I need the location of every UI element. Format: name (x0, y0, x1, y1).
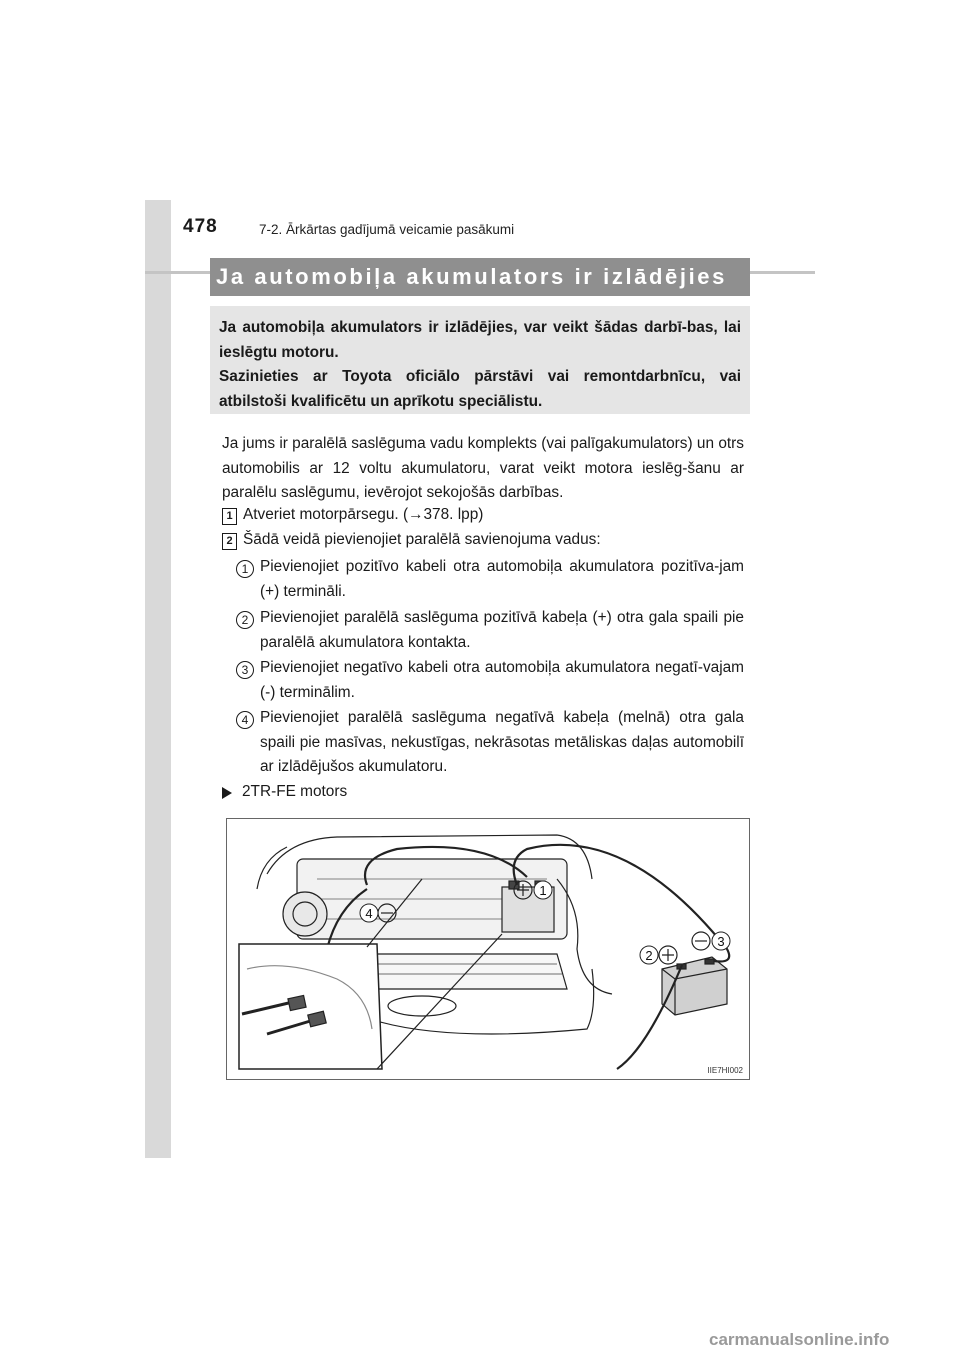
triangle-bullet-icon (222, 787, 232, 799)
substep-number-4: 4 (236, 711, 254, 729)
section-title: 7-2. Ārkārtas gadījumā veicamie pasākumi (259, 222, 515, 237)
watermark: carmanualsonline.info (709, 1330, 890, 1349)
figure-code: IIE7HI002 (707, 1066, 743, 1075)
substep-text-4: Pievienojiet paralēlā saslēguma negatīvā kabeļa (melnā) otra gala spaili pie masīvas, nekustīgas, nekrāsotas metāliskas daļas automobilī ar izlādējušos akumulatoru. (260, 709, 744, 775)
engine-bay-illustration (227, 819, 750, 1080)
intro-line-2: Sazinieties ar Toyota oficiālo pārstāvi vai remontdarbnīcu, vai atbilstoši kvalificētu un aprīkotu speciālistu. (219, 368, 741, 410)
intro-box (210, 306, 750, 414)
substep-number-2: 2 (236, 611, 254, 629)
substep-text-2: Pievienojiet paralēlā saslēguma pozitīvā kabeļa (+) otra gala spaili pie paralēlā akumulatora kontakta. (260, 609, 744, 651)
step-number-2: 2 (222, 533, 237, 550)
step-text-2: Šādā veidā pievienojiet paralēlā savienojuma vadus: (243, 531, 601, 548)
substep-text-3: Pievienojiet negatīvo kabeli otra automobiļa akumulatora negatī-vajam (-) terminālim. (260, 659, 744, 701)
substep-number-1: 1 (236, 560, 254, 578)
page-title: Ja automobiļa akumulators ir izlādējies (210, 258, 750, 296)
callout-4: 4 (365, 906, 373, 921)
callout-3: 3 (717, 934, 725, 949)
intro-line-1: Ja automobiļa akumulators ir izlādējies, var veikt šādas darbī-bas, lai ieslēgtu motoru. (219, 319, 741, 361)
callout-1: 1 (539, 883, 547, 898)
substep-number-3: 3 (236, 661, 254, 679)
callout-2: 2 (645, 948, 653, 963)
step-text-1: Atveriet motorpārsegu. (→378. lpp) (243, 506, 484, 523)
substep-text-1: Pievienojiet pozitīvo kabeli otra automobiļa akumulatora pozitīva-jam (+) termināli. (260, 558, 744, 600)
page-gutter (145, 200, 171, 1158)
step-number-1: 1 (222, 508, 237, 525)
body-paragraph: Ja jums ir paralēlā saslēguma vadu komplekts (vai palīgakumulators) un otrs automobilis ar 12 voltu akumulatoru, varat veikt motora ieslēg-šanu ar paralēlu saslēgumu, ievērojot sekojošās darbības. (222, 435, 744, 501)
engine-label: 2TR-FE motors (242, 783, 348, 800)
jump-start-figure (226, 818, 750, 1080)
page-number: 478 (183, 216, 218, 237)
